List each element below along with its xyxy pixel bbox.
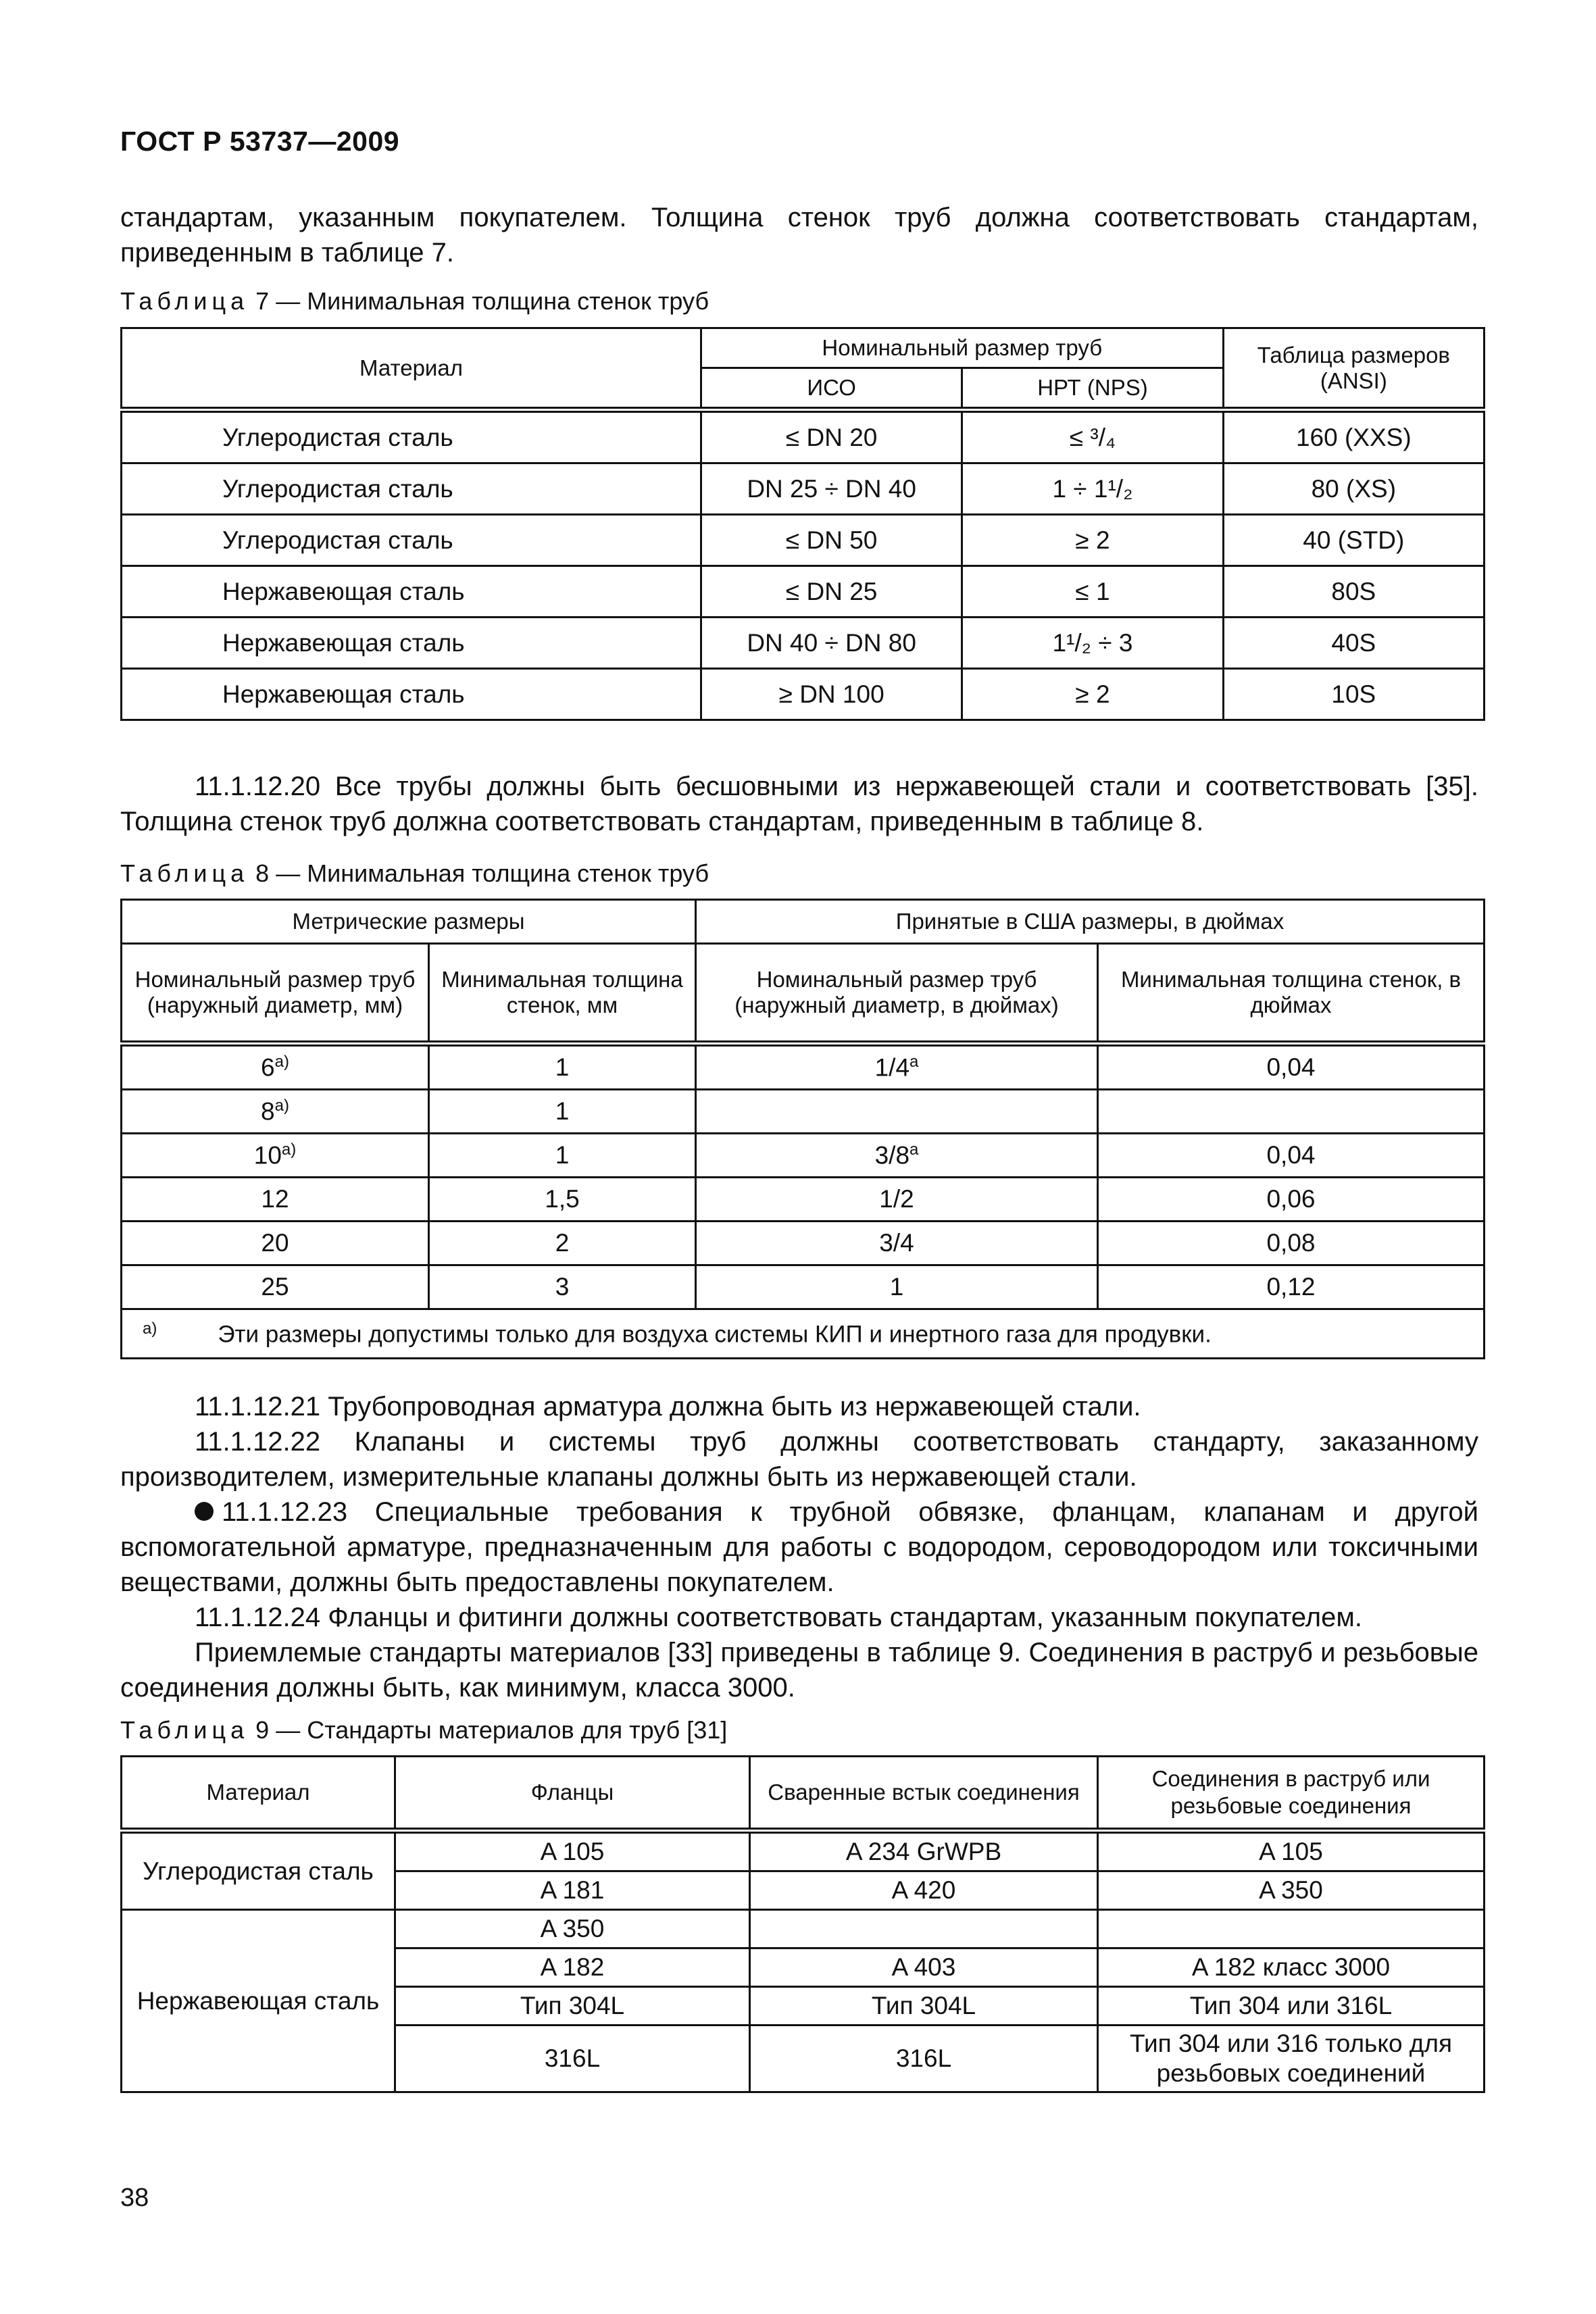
t9-cell-welded (750, 1910, 1098, 1948)
t9-cell-material-stainless: Нержавеющая сталь (122, 1910, 395, 2092)
table-row (122, 1265, 1485, 1309)
t7-cell-ansi: 160 (XXS) (1223, 410, 1484, 463)
t7-header-nps: НРТ (NPS) (962, 368, 1223, 410)
table-row (122, 1910, 1485, 1948)
t8-cell-min-in: 0,12 (1098, 1265, 1485, 1309)
t9-cell-socket: A 350 (1098, 1871, 1485, 1910)
t7-cell-material: Нержавеющая сталь (122, 618, 701, 669)
t7-cell-ansi: 80S (1223, 566, 1484, 618)
table9-caption (120, 1716, 727, 1744)
table-7 (120, 327, 1485, 721)
paragraph-11-1-12-21: 11.1.12.21 Трубопроводная арматура должна быть из нержавеющей стали. (195, 1392, 1141, 1422)
t8-footnote (122, 1309, 1485, 1359)
t9-cell-material-carbon: Углеродистая сталь (122, 1831, 395, 1910)
t7-header-iso: ИСО (701, 368, 962, 410)
t9-cell-welded: Тип 304L (750, 1987, 1098, 2026)
t9-cell-welded: A 403 (750, 1948, 1098, 1987)
t8-cell-min-mm: 2 (429, 1222, 696, 1265)
t8-nominal-mm-value: 10 (253, 1141, 282, 1169)
t7-cell-material: Углеродистая сталь (122, 463, 701, 515)
t7-cell-ansi: 10S (1223, 669, 1484, 720)
table-row (122, 669, 1485, 720)
table-footnote-row (122, 1309, 1485, 1359)
t8-cell-min-mm: 1 (429, 1134, 696, 1178)
t8-cell-nominal-in (696, 1134, 1098, 1178)
t8-cell-nominal-mm: 25 (122, 1265, 429, 1309)
t8-nominal-mm-value: 6 (261, 1053, 275, 1082)
table-row (122, 1178, 1485, 1222)
t7-cell-material: Углеродистая сталь (122, 515, 701, 566)
table-row (122, 618, 1485, 669)
t9-cell-welded: A 420 (750, 1871, 1098, 1910)
t7-cell-material: Нержавеющая сталь (122, 669, 701, 720)
paragraph-11-1-12-22: 11.1.12.22 Клапаны и системы труб должны соответствовать стандарту, заказанному производителем, измерительные клапаны должны быть из нержавеющей стали. (120, 1427, 1478, 1492)
t9-cell-flanges: A 105 (395, 1831, 750, 1871)
table7-caption-title: 7 — Минимальная толщина стенок труб (255, 287, 709, 315)
paragraph-11-1-12-20: 11.1.12.20 Все трубы должны быть бесшовными из нержавеющей стали и соответствовать [35]. Толщина стенок труб должна соответствовать стандартам, приведенным в таблице 8. (120, 772, 1478, 836)
t7-header-nominal: Номинальный размер труб (701, 328, 1223, 368)
table8-caption-title: 8 — Минимальная толщина стенок труб (255, 859, 709, 887)
t7-cell-material: Нержавеющая сталь (122, 566, 701, 618)
t8-cell-nominal-mm (122, 1090, 429, 1134)
page-number: 38 (120, 2184, 149, 2212)
t8-cell-min-mm: 1 (429, 1044, 696, 1090)
table-9 (120, 1755, 1485, 2093)
t8-cell-nominal-in: 1/2 (696, 1178, 1098, 1222)
t8-cell-nominal-mm (122, 1044, 429, 1090)
table-row (122, 566, 1485, 618)
table-row (122, 1831, 1485, 1871)
bullet-icon (195, 1502, 214, 1521)
t8-header-min-mm: Минимальная толщина стенок, мм (429, 944, 696, 1044)
t9-header-flanges: Фланцы (395, 1757, 750, 1831)
t7-cell-iso: ≥ DN 100 (701, 669, 962, 720)
table-row (122, 515, 1485, 566)
t8-cell-nominal-mm: 20 (122, 1222, 429, 1265)
t7-cell-nps: ≤ 1 (962, 566, 1223, 618)
t8-cell-nominal-in: 3/4 (696, 1222, 1098, 1265)
table-8 (120, 899, 1485, 1359)
t7-cell-iso: DN 40 ÷ DN 80 (701, 618, 962, 669)
t9-cell-flanges: A 181 (395, 1871, 750, 1910)
footnote-mark: a) (274, 1053, 289, 1072)
t8-header-us: Принятые в США размеры, в дюймах (696, 900, 1485, 944)
paragraph-intro: стандартам, указанным покупателем. Толщина стенок труб должна соответствовать стандартам, приведенным в таблице 7. (120, 203, 1478, 268)
table-row (122, 1134, 1485, 1178)
table-row (122, 463, 1485, 515)
t9-cell-flanges: A 182 (395, 1948, 750, 1987)
t8-cell-min-in: 0,04 (1098, 1134, 1485, 1178)
table-row (122, 410, 1485, 463)
table7-caption-word: Таблица (120, 287, 249, 315)
t8-cell-min-in: 0,06 (1098, 1178, 1485, 1222)
t9-cell-socket (1098, 1910, 1485, 1948)
t8-cell-min-mm: 1 (429, 1090, 696, 1134)
t7-cell-nps: 1¹/₂ ÷ 3 (962, 618, 1223, 669)
paragraph-standards: Приемлемые стандарты материалов [33] приведены в таблице 9. Соединения в раструб и резьбовые соединения должны быть, как минимум, класса 3000. (120, 1638, 1478, 1703)
t7-cell-iso: ≤ DN 50 (701, 515, 962, 566)
t9-header-material: Материал (122, 1757, 395, 1831)
t8-cell-min-in: 0,08 (1098, 1222, 1485, 1265)
t8-cell-nominal-in (696, 1090, 1098, 1134)
t9-header-welded: Сваренные встык соединения (750, 1757, 1098, 1831)
t7-cell-iso: ≤ DN 20 (701, 410, 962, 463)
t9-header-socket: Соединения в раструб или резьбовые соединения (1098, 1757, 1485, 1831)
t8-cell-nominal-in (696, 1044, 1098, 1090)
table9-caption-title: 9 — Стандарты материалов для труб [31] (255, 1716, 728, 1744)
t7-cell-nps: ≥ 2 (962, 669, 1223, 720)
footnote-mark: a) (274, 1097, 289, 1115)
table8-caption (120, 859, 709, 888)
document-header: ГОСТ Р 53737—2009 (120, 126, 400, 157)
t7-cell-ansi: 80 (XS) (1223, 463, 1484, 515)
t9-cell-socket: Тип 304 или 316L (1098, 1987, 1485, 2026)
t9-cell-flanges: Тип 304L (395, 1987, 750, 2026)
t7-cell-material: Углеродистая сталь (122, 410, 701, 463)
table7-caption (120, 287, 709, 316)
t7-cell-ansi: 40 (STD) (1223, 515, 1484, 566)
t8-cell-min-in (1098, 1090, 1485, 1134)
t8-nominal-mm-value: 8 (261, 1097, 275, 1126)
table8-caption-word: Таблица (120, 859, 249, 887)
paragraph-11-1-12-24: 11.1.12.24 Фланцы и фитинги должны соответствовать стандартам, указанным покупателем. (195, 1603, 1362, 1632)
t8-header-metric: Метрические размеры (122, 900, 696, 944)
t8-header-min-in: Минимальная толщина стенок, в дюймах (1098, 944, 1485, 1044)
t9-cell-welded: 316L (750, 2026, 1098, 2092)
t8-nominal-in-value: 3/8 (874, 1141, 910, 1169)
t7-header-ansi: Таблица размеров (ANSI) (1223, 328, 1484, 410)
t7-cell-iso: ≤ DN 25 (701, 566, 962, 618)
t8-cell-nominal-in: 1 (696, 1265, 1098, 1309)
t9-cell-socket: A 182 класс 3000 (1098, 1948, 1485, 1987)
t9-cell-flanges: 316L (395, 2026, 750, 2092)
t9-cell-socket: Тип 304 или 316 только для резьбовых соединений (1098, 2026, 1485, 2092)
paragraph-11-1-12-23-text: 11.1.12.23 Специальные требования к трубной обвязке, фланцам, клапанам и другой вспомогательной арматуре, предназначенным для работы с водородом, сероводородом или токсичными веществами, должны быть предоставлены покупателем. (120, 1497, 1478, 1597)
t7-cell-nps: ≥ 2 (962, 515, 1223, 566)
table-row (122, 1044, 1485, 1090)
t8-footnote-text: Эти размеры допустимы только для воздуха системы КИП и инертного газа для продувки. (218, 1321, 1212, 1348)
paragraph-11-1-12-23 (120, 1494, 1478, 1600)
footnote-mark: a (909, 1140, 919, 1159)
t9-cell-welded: A 234 GrWPB (750, 1831, 1098, 1871)
table9-caption-word: Таблица (120, 1716, 249, 1744)
t8-cell-min-in: 0,04 (1098, 1044, 1485, 1090)
t8-cell-min-mm: 3 (429, 1265, 696, 1309)
table-row (122, 1222, 1485, 1265)
footnote-mark: a) (281, 1140, 297, 1159)
footnote-mark: a) (143, 1319, 157, 1338)
t8-nominal-in-value: 1/4 (874, 1053, 910, 1082)
t7-header-material: Материал (122, 328, 701, 410)
t8-cell-nominal-mm: 12 (122, 1178, 429, 1222)
t7-cell-nps: 1 ÷ 1¹/₂ (962, 463, 1223, 515)
t9-cell-flanges: A 350 (395, 1910, 750, 1948)
t8-cell-nominal-mm (122, 1134, 429, 1178)
footnote-mark: a (909, 1053, 919, 1072)
t8-header-nominal-in: Номинальный размер труб (наружный диаметр, в дюймах) (696, 944, 1098, 1044)
table-row (122, 1090, 1485, 1134)
t8-header-nominal-mm: Номинальный размер труб (наружный диаметр, мм) (122, 944, 429, 1044)
t8-cell-min-mm: 1,5 (429, 1178, 696, 1222)
t7-cell-nps: ≤ ³/₄ (962, 410, 1223, 463)
t7-cell-ansi: 40S (1223, 618, 1484, 669)
t9-cell-socket: A 105 (1098, 1831, 1485, 1871)
t7-cell-iso: DN 25 ÷ DN 40 (701, 463, 962, 515)
